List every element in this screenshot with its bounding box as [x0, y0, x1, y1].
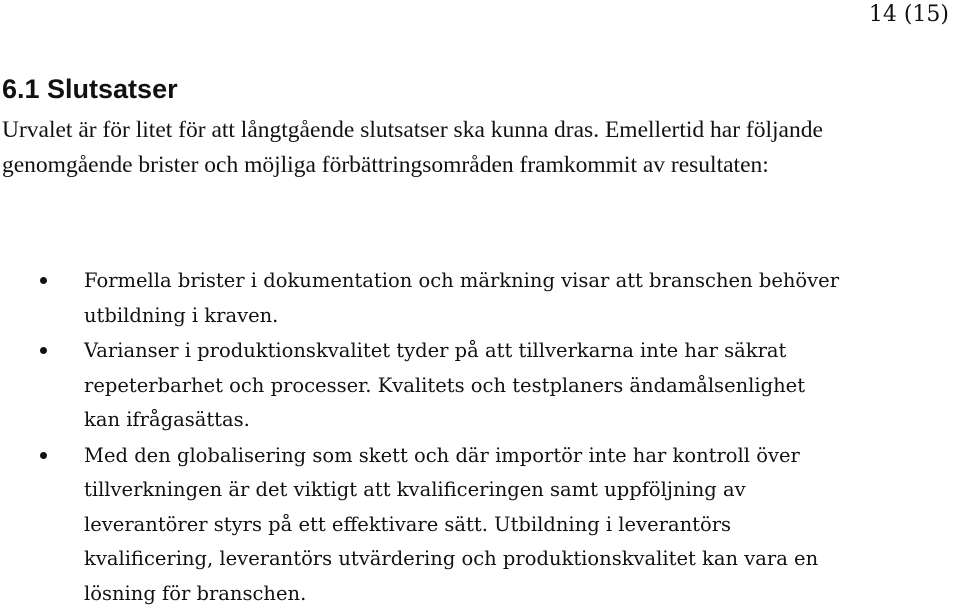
list-item-text: Med den globalisering som skett och där importör inte har kontroll över tillverkningen är det viktigt att kvalificeringen samt uppföljning av leverantörer styrs på ett effektivare sätt. Utbildning i leverantörs kvalificering, leverantörs utvärdering och produktionskvalitet kan vara en lösning för branschen.: [84, 444, 818, 605]
page-number: 14 (15): [869, 2, 949, 28]
list-item-text: Formella brister i dokumentation och märkning visar att branschen behöver utbildning i kraven.: [84, 269, 839, 327]
list-item-text: Varianser i produktionskvalitet tyder på att tillverkarna inte har säkrat repeterbarhet och processer. Kvalitets och testplaners ändamålsenlighet kan ifrågasättas.: [84, 339, 805, 431]
bullet-icon: [40, 347, 47, 354]
conclusion-list: [0, 264, 960, 611]
bullet-icon: [40, 277, 47, 284]
list-item: [0, 439, 844, 611]
list-item: [0, 264, 844, 333]
intro-paragraph: Urvalet är för litet för att långtgående slutsatser ska kunna dras. Emellertid har följande genomgående brister och möjliga förbättringsområden framkommit av resultaten:: [2, 113, 947, 182]
bullet-icon: [40, 452, 47, 459]
list-item: [0, 334, 844, 438]
section-heading: 6.1 Slutsatser: [2, 72, 178, 106]
